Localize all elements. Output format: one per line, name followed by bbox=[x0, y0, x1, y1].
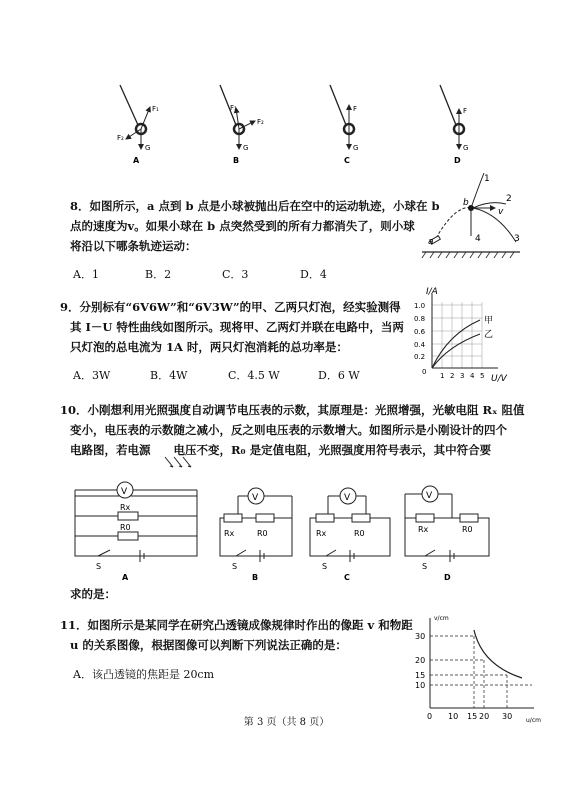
circuit-d bbox=[405, 486, 489, 582]
q10-tail: 求的是： bbox=[70, 587, 116, 601]
q7-figure-b bbox=[220, 85, 264, 165]
q9-option-b[interactable]: B．4W bbox=[150, 369, 188, 382]
xtick: 5 bbox=[480, 372, 485, 380]
q10-circuits bbox=[60, 476, 530, 586]
axis-ylabel: I/A bbox=[426, 287, 438, 297]
ytick: 10 bbox=[415, 681, 426, 690]
axis-ylabel: v/cm bbox=[434, 615, 449, 622]
ytick: 0.2 bbox=[414, 353, 426, 361]
switch-label: S bbox=[96, 562, 102, 571]
q8-option-c[interactable]: C．3 bbox=[222, 268, 249, 281]
r0-label: R0 bbox=[354, 529, 365, 538]
circuit-label-a: A bbox=[122, 573, 129, 582]
switch-label: S bbox=[232, 562, 238, 571]
fig-label-c: C bbox=[344, 156, 350, 165]
label-g: G bbox=[463, 144, 469, 152]
q8-option-d[interactable]: D．4 bbox=[300, 268, 327, 281]
q10-line-1: 10．小刚想利用光照强度自动调节电压表的示数，其原理是：光照增强，光敏电阻 Rₓ 阻值 bbox=[60, 403, 525, 417]
q9-iu-graph bbox=[408, 284, 520, 386]
q8-line-2: 点的速度为v。如果小球在 b 点突然受到的所有力都消失了，则小球 bbox=[70, 219, 415, 233]
circuit-a bbox=[75, 482, 197, 582]
q11-line-2: u 的关系图像，根据图像可以判断下列说法正确的是： bbox=[70, 638, 347, 652]
label-2: 2 bbox=[506, 194, 512, 204]
label-1: 1 bbox=[484, 174, 490, 184]
q8-option-b[interactable]: B．2 bbox=[145, 268, 172, 281]
axis-xlabel: U/V bbox=[491, 374, 507, 384]
q10-line-2: 变小，电压表的示数随之减小，反之则电压表的示数增大。如图所示是小刚设计的四个 bbox=[70, 423, 507, 437]
label-f2: F₂ bbox=[257, 118, 264, 126]
rx-label: Rx bbox=[224, 529, 235, 538]
fig-label-a: A bbox=[133, 156, 140, 165]
xtick: 0 bbox=[427, 712, 433, 721]
fig-label-b: B bbox=[233, 156, 240, 165]
fig-label-d: D bbox=[454, 156, 461, 165]
ytick: 15 bbox=[415, 671, 426, 680]
voltmeter-label: V bbox=[121, 487, 128, 497]
ytick: 20 bbox=[415, 656, 426, 665]
q9-line-1: 9．分别标有“6V6W”和“6V3W”的甲、乙两只灯泡，经实验测得 bbox=[60, 300, 401, 314]
label-f: F bbox=[353, 105, 358, 113]
label-f1: F₁ bbox=[230, 104, 237, 112]
q11-option-a[interactable]: A．该凸透镜的焦距是 20cm bbox=[73, 668, 215, 681]
q8-line-3: 将沿以下哪条轨迹运动： bbox=[70, 239, 197, 253]
circuit-label-b: B bbox=[252, 573, 259, 582]
q10-line-3: 电路图，若电源 电压不变，R₀ 是定值电阻，光照强度用符号表示，其中符合要 bbox=[70, 443, 492, 457]
q9-option-a[interactable]: A．3W bbox=[73, 369, 111, 382]
q7-figures bbox=[0, 0, 573, 180]
xtick: 20 bbox=[479, 712, 490, 721]
ytick: 1.0 bbox=[414, 302, 426, 310]
circuit-c bbox=[310, 488, 390, 582]
q11-line-1: 11．如图所示是某同学在研究凸透镜成像规律时作出的像距 v 和物距 bbox=[60, 618, 413, 632]
label-v: v bbox=[498, 207, 504, 217]
ytick: 0.6 bbox=[414, 328, 426, 336]
q11-uv-graph bbox=[412, 610, 542, 728]
voltmeter-label: V bbox=[252, 493, 259, 503]
q7-figure-d bbox=[440, 85, 468, 165]
q9-line-3: 只灯泡的总电流为 1A 时，两只灯泡消耗的总功率是： bbox=[70, 340, 348, 354]
circuit-b bbox=[220, 488, 292, 582]
rx-label: Rx bbox=[316, 529, 327, 538]
rx-label: Rx bbox=[120, 503, 131, 512]
xtick: 10 bbox=[448, 712, 459, 721]
ytick: 30 bbox=[415, 632, 426, 641]
rx-label: Rx bbox=[418, 525, 429, 534]
q8-line-1: 8．如图所示，a 点到 b 点是小球被抛出后在空中的运动轨迹，小球在 b bbox=[70, 199, 440, 213]
r0-label: R0 bbox=[462, 525, 473, 534]
label-b: b bbox=[463, 198, 469, 208]
r0-label: R0 bbox=[257, 529, 268, 538]
label-g: G bbox=[353, 144, 359, 152]
label-yi: 乙 bbox=[484, 330, 494, 340]
circuit-label-d: D bbox=[444, 573, 451, 582]
q7-figure-c bbox=[330, 85, 358, 165]
q8-trajectory-figure bbox=[418, 168, 528, 260]
page-footer: 第 3 页（共 8 页） bbox=[243, 717, 330, 728]
label-jia: 甲 bbox=[484, 316, 494, 326]
label-f: F bbox=[463, 107, 468, 115]
label-3: 3 bbox=[514, 234, 520, 244]
label-f1: F₁ bbox=[152, 105, 159, 113]
voltmeter-label: V bbox=[426, 491, 433, 501]
xtick: 30 bbox=[502, 712, 513, 721]
label-4: 4 bbox=[475, 234, 481, 244]
axis-xlabel: u/cm bbox=[526, 717, 541, 724]
voltmeter-label: V bbox=[344, 493, 351, 503]
xtick: 4 bbox=[470, 372, 475, 380]
q9-option-d[interactable]: D．6 W bbox=[318, 369, 360, 382]
label-a: a bbox=[428, 237, 434, 247]
xtick: 15 bbox=[467, 712, 478, 721]
label-g: G bbox=[243, 144, 249, 152]
q9-option-c[interactable]: C．4.5 W bbox=[228, 369, 280, 382]
label-g: G bbox=[145, 144, 151, 152]
q10-light-symbol bbox=[160, 455, 200, 475]
r0-label: R0 bbox=[120, 523, 131, 532]
q9-line-2: 其 I－U 特性曲线如图所示。现将甲、乙两灯并联在电路中，当两 bbox=[70, 320, 404, 334]
xtick: 3 bbox=[460, 372, 465, 380]
label-f2: F₂ bbox=[117, 134, 124, 142]
xtick: 2 bbox=[450, 372, 455, 380]
q7-figure-a bbox=[117, 85, 159, 165]
xtick: 1 bbox=[440, 372, 445, 380]
switch-label: S bbox=[322, 562, 328, 571]
circuit-label-c: C bbox=[344, 573, 350, 582]
ytick: 0.8 bbox=[414, 315, 426, 323]
q8-option-a[interactable]: A．1 bbox=[73, 268, 99, 281]
switch-label: S bbox=[422, 562, 428, 571]
ytick: 0 bbox=[422, 368, 427, 376]
ytick: 0.4 bbox=[414, 341, 426, 349]
